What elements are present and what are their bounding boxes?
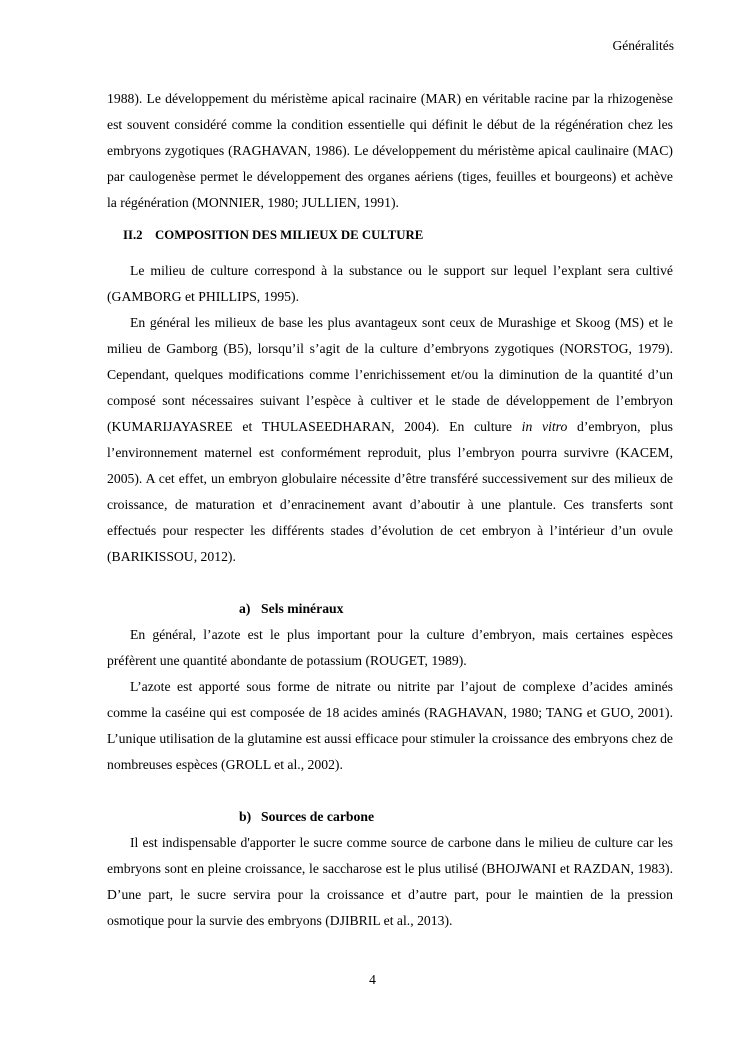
paragraph-base-media-text-1: En général les milieux de base les plus avantageux sont ceux de Murashige et Skoog (MS) et le milieu de Gamborg (B5), lorsqu’il s’agit de la culture d’embryons zygotiques (NORSTOG, 1979). Cependant, quelques modifications comme l’enrichissement et/ou la diminution de la quantité d’un composé sont nécessaires suivant l’espèce à cultiver et le stade de développement de l’embryon (KUMARIJAYASREE et THULASEEDHARAN, 2004). En culture <box>107 315 673 434</box>
paragraph-intro-continuation: 1988). Le développement du méristème apical racinaire (MAR) en véritable racine par la rhizogenèse est souvent considéré comme la condition essentielle qui définit le début de la régénération chez les embryons zygotiques (RAGHAVAN, 1986). Le développement du méristème apical caulinaire (MAC) par caulogenèse permet le développement des organes aériens (tiges, feuilles et bourgeons) et achève la régénération (MONNIER, 1980; JULLIEN, 1991). <box>107 91 673 210</box>
section-number: II.2 <box>123 228 143 242</box>
paragraph-base-media <box>107 310 673 570</box>
paragraph-culture-medium-definition: Le milieu de culture correspond à la substance ou le support sur lequel l’explant sera cultivé (GAMBORG et PHILLIPS, 1995). <box>107 263 673 304</box>
paragraph-sugar-carbon-source: Il est indispensable d'apporter le sucre comme source de carbone dans le milieu de culture car les embryons sont en pleine croissance, le saccharose est le plus utilisé (BHOJWANI et RAZDAN, 1983). D’une part, le sucre servira pour la croissance et d’autre part, pour le maintien de la pression osmotique pour la survie des embryons (DJIBRIL et al., 2013). <box>107 835 673 928</box>
italic-in-vitro: in vitro <box>521 419 568 434</box>
subsection-heading-carbon-sources <box>239 804 673 830</box>
section-heading <box>123 222 673 248</box>
running-header: Généralités <box>612 38 674 53</box>
subsection-a-number: a) <box>239 601 251 616</box>
subsection-b-number: b) <box>239 809 252 824</box>
subsection-heading-mineral-salts <box>239 596 673 622</box>
paragraph-nitrogen-importance: En général, l’azote est le plus important pour la culture d’embryon, mais certaines espèces préfèrent une quantité abondante de potassium (ROUGET, 1989). <box>107 627 673 668</box>
section-title: COMPOSITION DES MILIEUX DE CULTURE <box>155 228 424 242</box>
paragraph-base-media-text-2: d’embryon, plus l’environnement maternel est conformément reproduit, plus l’embryon pourra survivre (KACEM, 2005). A cet effet, un embryon globulaire nécessite d’être transféré successivement sur des milieux de croissance, de maturation et d’enracinement avant d’aboutir à une plantule. Ces transferts sont effectués pour respecter les différents stades d’évolution de cet embryon à l’intérieur d’un ovule (BARIKISSOU, 2012). <box>107 419 673 564</box>
subsection-b-title: Sources de carbone <box>261 809 375 824</box>
paragraph-nitrogen-supply: L’azote est apporté sous forme de nitrate ou nitrite par l’ajout de complexe d’acides aminés comme la caséine qui est composée de 18 acides aminés (RAGHAVAN, 1980; TANG et GUO, 2001). L’unique utilisation de la glutamine est aussi efficace pour stimuler la croissance des embryons chez de nombreuses espèces (GROLL et al., 2002). <box>107 679 673 772</box>
subsection-a-title: Sels minéraux <box>261 601 344 616</box>
page-number: 4 <box>369 972 376 987</box>
page-body <box>107 86 673 934</box>
